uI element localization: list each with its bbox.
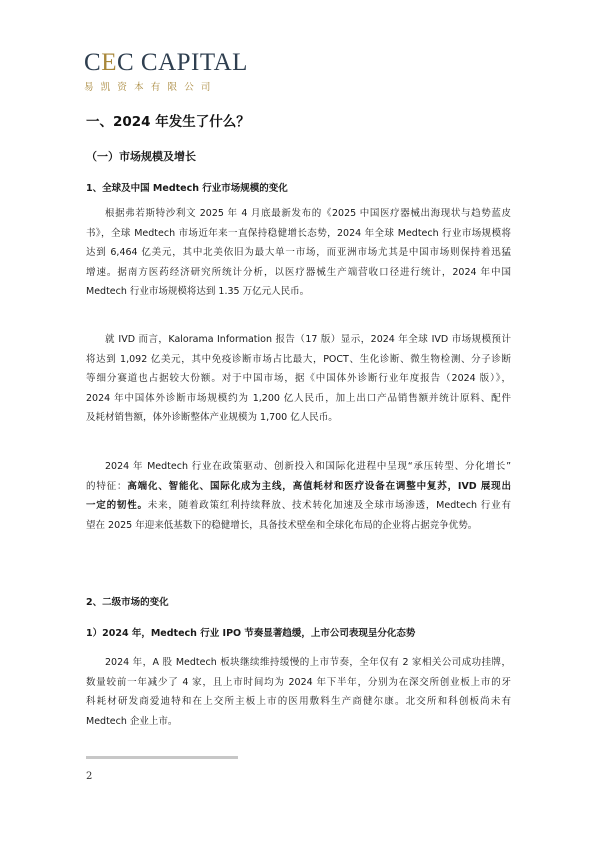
section-1-title: 1、全球及中国 Medtech 行业市场规模的变化 — [86, 183, 288, 194]
text-line: 2024 年，A 股 Medtech 板块继续维持缓慢的上市节奏，全年仅有 2 家相关公司成功挂牌， — [105, 657, 511, 668]
text-line — [86, 477, 511, 497]
text-normal: 的特征： — [86, 480, 128, 492]
text-line: 等细分赛道也占据较大份额。对于中国市场，据《中国体外诊断行业年度报告（2024 版）》， — [86, 373, 511, 384]
text-line: 科耗材研发商爱迪特和在上交所主板上市的医用敷料生产商健尔康。北交所和科创板尚未有 — [86, 696, 511, 707]
text-emphasis: 一定的韧性。 — [86, 500, 148, 511]
logo-wordmark: CEC CAPITAL — [84, 49, 248, 76]
text-line: Medtech 企业上市。 — [86, 715, 178, 727]
text-line: 2024 年 Medtech 行业在政策驱动、创新投入和国际化进程中呈现“承压转型、分化增长” — [105, 461, 511, 472]
text-line: 及耗材销售额，体外诊断整体产业规模为 1,700 亿人民币。 — [86, 412, 338, 423]
section-2-title: 2、二级市场的变化 — [86, 597, 169, 608]
paragraph-market-size — [86, 204, 511, 302]
text-line: Medtech 行业市场规模将达到 1.35 万亿元人民币。 — [86, 286, 310, 297]
text-line: 望在 2025 年迎来低基数下的稳健增长，具备技术壁垒和全球化布局的企业将占据竞争优势。 — [86, 519, 478, 531]
text-line: 书》，全球 Medtech 市场近年来一直保持稳健增长态势，2024 年全球 Medtech 行业市场规模将 — [86, 227, 511, 239]
text-line: 达到 6,464 亿美元，其中北美依旧为最大单一市场，而亚洲市场尤其是中国市场则保持着迅猛 — [86, 247, 511, 258]
text-line: 将达到 1,092 亿美元，其中免疫诊断市场占比最大，POCT、生化诊断、微生物检测、分子诊断 — [86, 353, 511, 365]
footer-divider — [86, 756, 238, 759]
heading-level-1: 一、2024 年发生了什么？ — [86, 114, 250, 130]
company-logo — [84, 50, 248, 93]
text-line: 根据弗若斯特沙利文 2025 年 4 月底最新发布的《2025 中国医疗器械出海现状与趋势蓝皮 — [105, 208, 511, 219]
section-2-subtitle: 1）2024 年，Medtech 行业 IPO 节奏显著趋缓，上市公司表现呈分化态势 — [86, 628, 416, 639]
page-number: 2 — [86, 771, 93, 782]
logo-chinese-name: 易凯资本有限公司 — [84, 82, 218, 93]
paragraph-ivd-market — [86, 330, 511, 428]
text-normal: 未来，随着政策红利持续释放、技术转化加速及全球市场渗透，Medtech 行业有 — [147, 500, 511, 511]
text-line: 增速。据南方医药经济研究所统计分析，以医疗器械生产端营收口径进行统计，2024 年中国 — [86, 266, 511, 278]
text-line: 就 IVD 而言，Kalorama Information 报告（17 版）显示，2024 年全球 IVD 市场规模预计 — [105, 334, 511, 345]
text-emphasis: 高端化、智能化、国际化成为主线，高值耗材和医疗设备在调整中复苏，IVD 展现出 — [127, 480, 511, 492]
heading-level-2: （一）市场规模及增长 — [86, 150, 196, 163]
text-line: 2024 年中国体外诊断市场规模约为 1,200 亿人民币，加上出口产品销售额并统计原料、配件 — [86, 392, 511, 404]
text-line — [86, 496, 511, 516]
paragraph-ipo — [86, 653, 511, 731]
text-line: 数量较前一年减少了 4 家，且上市时间均为 2024 年下半年，分别为在深交所创业板上市的牙 — [86, 676, 511, 688]
paragraph-industry-features — [86, 457, 511, 535]
